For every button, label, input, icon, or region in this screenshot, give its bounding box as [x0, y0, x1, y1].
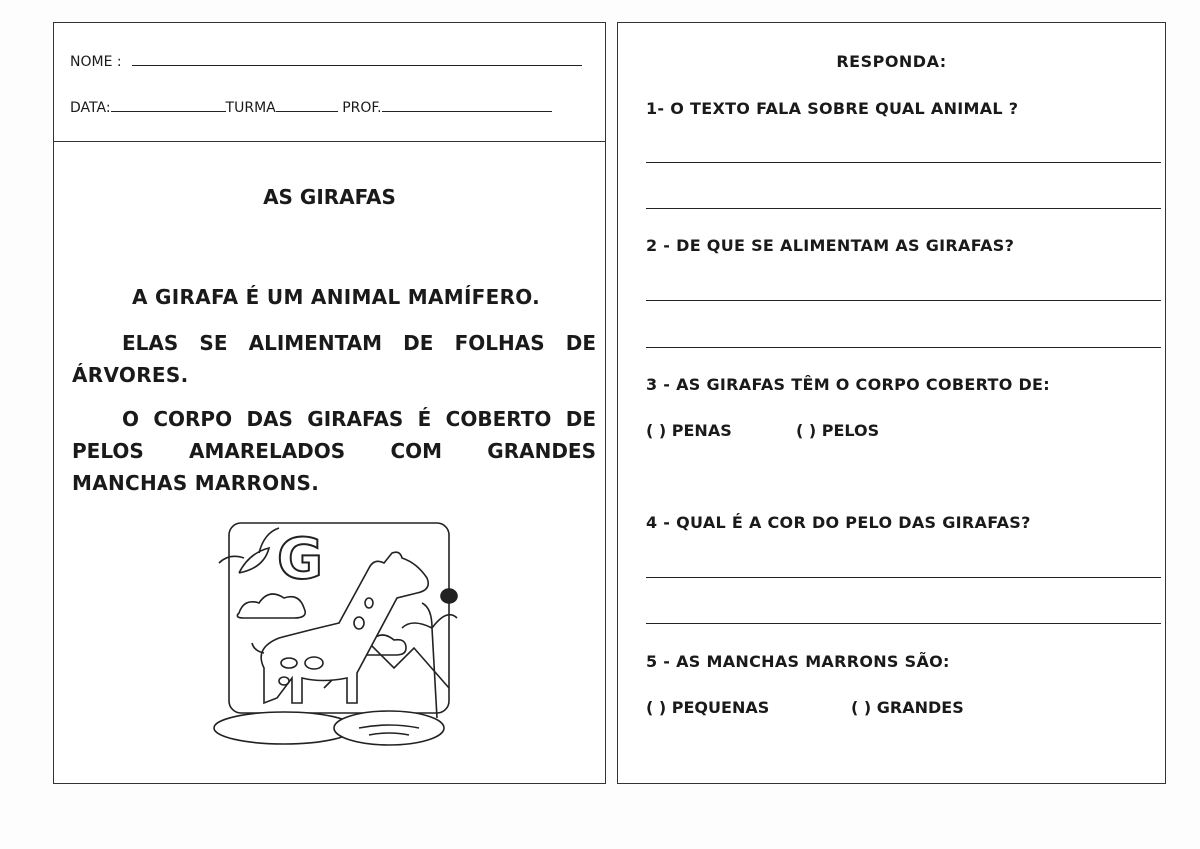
option-grandes[interactable]: ( ) GRANDES [851, 698, 964, 717]
question-1: 1- O TEXTO FALA SOBRE QUAL ANIMAL ? [646, 99, 1019, 118]
info-row [70, 97, 552, 116]
name-label: NOME : [70, 54, 122, 70]
paragraph-3-line-2: PELOS AMARELADOS COM GRANDES [72, 439, 596, 463]
paragraph-3-line-1: O CORPO DAS GIRAFAS É COBERTO DE [122, 407, 596, 431]
questions-panel [617, 22, 1166, 784]
option-pelos[interactable]: ( ) PELOS [796, 421, 880, 440]
text-title: AS GIRAFAS [263, 185, 396, 209]
class-field[interactable] [276, 97, 338, 112]
answer-line[interactable] [646, 577, 1161, 578]
answer-line[interactable] [646, 162, 1161, 163]
pond [334, 711, 444, 745]
giraffe-illustration [209, 513, 459, 748]
header-divider [54, 141, 605, 142]
questions-heading: RESPONDA: [836, 52, 947, 71]
answer-line[interactable] [646, 623, 1161, 624]
ground [214, 712, 354, 744]
paragraph-3-line-3: MANCHAS MARRONS. [72, 471, 320, 495]
teacher-field[interactable] [382, 97, 552, 112]
paragraph-1: A GIRAFA É UM ANIMAL MAMÍFERO. [132, 285, 541, 309]
question-3: 3 - AS GIRAFAS TÊM O CORPO COBERTO DE: [646, 375, 1050, 394]
date-label: DATA: [70, 100, 111, 116]
cloud-icon [237, 594, 305, 618]
date-field[interactable] [111, 97, 226, 112]
option-pequenas[interactable]: ( ) PEQUENAS [646, 698, 770, 717]
question-2: 2 - DE QUE SE ALIMENTAM AS GIRAFAS? [646, 236, 1015, 255]
name-field[interactable] [132, 51, 582, 66]
reading-panel [53, 22, 606, 784]
class-label: TURMA [225, 100, 276, 116]
question-4: 4 - QUAL É A COR DO PELO DAS GIRAFAS? [646, 513, 1031, 532]
paragraph-2-line-2: ÁRVORES. [72, 363, 189, 387]
answer-line[interactable] [646, 347, 1161, 348]
name-row [70, 51, 582, 70]
giraffe-nose [441, 589, 457, 603]
answer-line[interactable] [646, 300, 1161, 301]
option-penas[interactable]: ( ) PENAS [646, 421, 732, 440]
leaf-icon [219, 528, 279, 573]
letter-g: G [277, 527, 323, 592]
teacher-label: PROF. [342, 100, 382, 116]
question-5: 5 - AS MANCHAS MARRONS SÃO: [646, 652, 950, 671]
paragraph-2-line-1: ELAS SE ALIMENTAM DE FOLHAS DE [122, 331, 596, 355]
answer-line[interactable] [646, 208, 1161, 209]
